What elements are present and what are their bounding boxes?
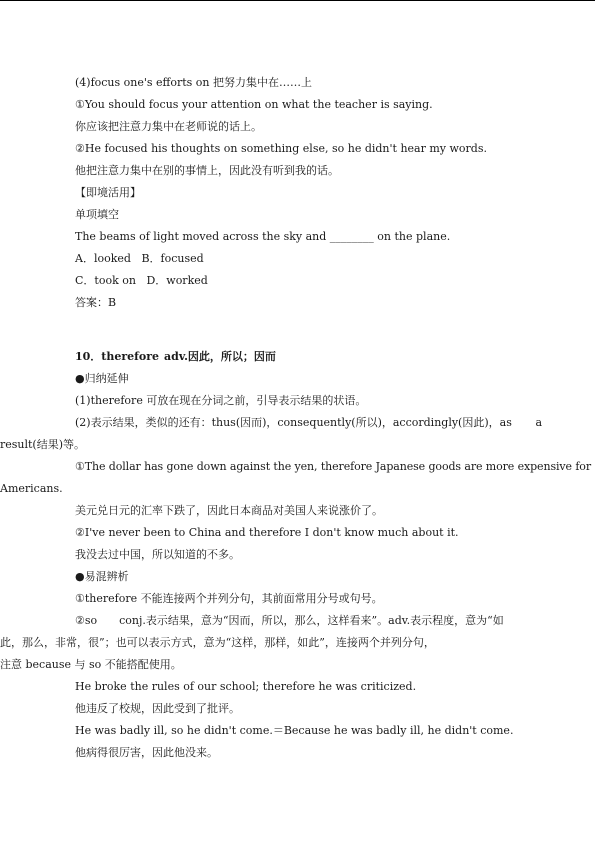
document-page — [0, 72, 591, 764]
phrase-title: (4)focus one's efforts on 把努力集中在……上 — [75, 76, 313, 89]
practice-type: 单项填空 — [75, 208, 119, 221]
usage-point: (1)therefore 可放在现在分词之前，引导表示结果的状语。 — [75, 394, 367, 407]
entry-word: 10．therefore — [75, 350, 160, 363]
usage-point-line — [75, 412, 542, 434]
practice-question: The beams of light moved across the sky and ________ on the plane. — [75, 230, 451, 243]
entry-meaning: adv.因此，所以；因而 — [164, 350, 276, 363]
distinction-point-continued: 注意 because 与 so 不能搭配使用。 — [0, 658, 182, 671]
distinction-point: ①therefore 不能连接两个并列分句，其前面常用分号或句号。 — [75, 592, 383, 605]
spacer — [75, 336, 542, 346]
example-sentence-en: ②He focused his thoughts on something else, so he didn't hear my words. — [75, 142, 487, 155]
option-c: C．took on — [75, 274, 136, 287]
example-sentence-en-continued: Americans. — [0, 482, 63, 495]
spacer — [75, 314, 542, 336]
answer: 答案：B — [75, 296, 117, 309]
distinction-point-continued: 此，那么，非常，很”；也可以表示方式，意为“这样，那样，如此”，连接两个并列分句， — [0, 636, 435, 649]
example-sentence-en: He broke the rules of our school; therefore he was criticized. — [75, 680, 417, 693]
example-sentence-en: He was badly ill, so he didn't come.＝Because he was badly ill, he didn't come. — [75, 724, 514, 737]
example-sentence-zh: 我没去过中国，所以知道的不多。 — [75, 548, 240, 561]
example-sentence-zh: 你应该把注意力集中在老师说的话上。 — [75, 120, 262, 133]
entry-heading — [75, 346, 542, 368]
bullet-heading: ●易混辨析 — [75, 570, 129, 583]
example-sentence-en-text: ①The dollar has gone down against the yen, therefore Japanese goods are more expensive for — [75, 460, 591, 473]
option-d: D．worked — [146, 274, 208, 287]
example-sentence-en: ①You should focus your attention on what the teacher is saying. — [75, 98, 433, 111]
usage-point-text: (2)表示结果，类似的还有：thus(因而)，consequently(所以)，accordingly(因此)，as — [75, 416, 512, 429]
example-sentence-zh: 他违反了校规，因此受到了批评。 — [75, 702, 240, 715]
example-sentence-zh: 他病得很厉害，因此他没来。 — [75, 746, 218, 759]
option-b: B．focused — [141, 252, 204, 265]
example-sentence-zh: 他把注意力集中在别的事情上，因此没有听到我的话。 — [75, 164, 339, 177]
bullet-heading: ●归纳延伸 — [75, 372, 129, 385]
option-a: A．looked — [75, 252, 131, 265]
distinction-point: ②so conj.表示结果，意为“因而，所以，那么，这样看来”。adv.表示程度，意为“如 — [75, 614, 504, 627]
top-rule — [0, 0, 595, 1]
example-sentence-zh: 美元兑日元的汇率下跌了，因此日本商品对美国人来说涨价了。 — [75, 504, 383, 517]
options-row-1 — [75, 248, 542, 270]
example-sentence-en — [75, 456, 591, 478]
usage-point-continued: result(结果)等。 — [0, 438, 86, 451]
options-row-2 — [75, 270, 542, 292]
practice-heading: 【即境活用】 — [75, 186, 141, 199]
example-sentence-en: ②I've never been to China and therefore I don't know much about it. — [75, 526, 459, 539]
usage-point-text-end: a — [535, 416, 542, 429]
